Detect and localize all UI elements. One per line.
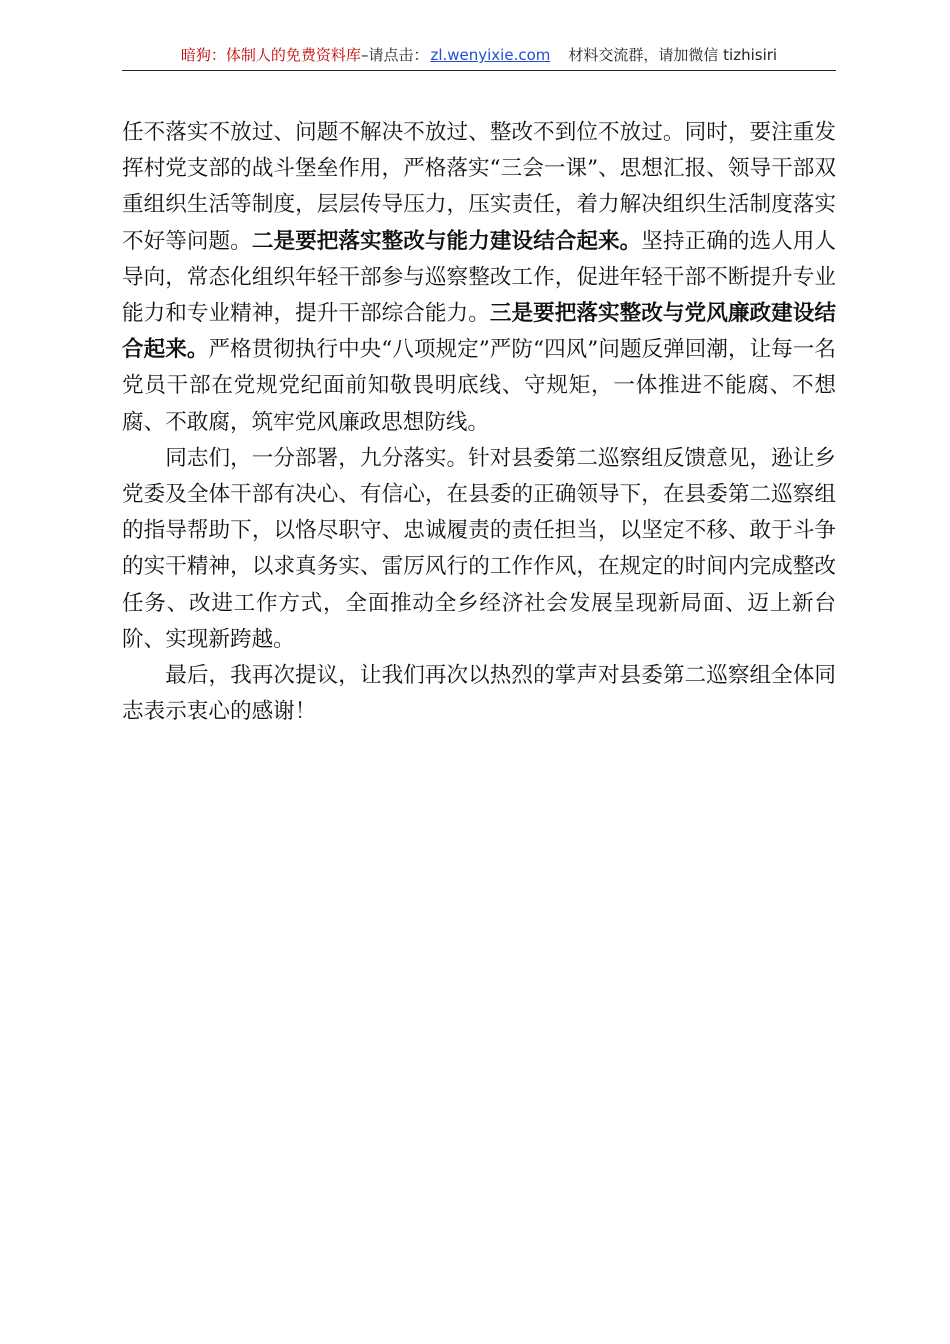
header-note: 材料交流群，请加微信 tizhisiri — [568, 46, 778, 64]
header-link[interactable]: zl.wenyixie.com — [430, 46, 551, 64]
paragraph-3: 最后，我再次提议，让我们再次以热烈的掌声对县委第二巡察组全体同志表示衷心的感谢！ — [122, 663, 836, 725]
document-body — [122, 115, 836, 730]
page-header — [122, 44, 836, 71]
paragraph-1-text-3: 严格贯彻执行中央“八项规定”严防“四风”问题反弹回潮，让每一名党员干部在党规党纪面前知敬畏明底线、守规矩，一体推进不能腐、不想腐、不敢腐，筑牢党风廉政思想防线。 — [122, 337, 836, 435]
header-brand: 暗狗：体制人的免费资料库 — [180, 46, 361, 64]
paragraph-1-bold-2: 三是要把落实整改与党风廉政建设结合起来。 — [122, 301, 836, 363]
paragraph-2: 同志们，一分部署，九分落实。针对县委第二巡察组反馈意见，逊让乡党委及全体干部有决心、有信心，在县委的正确领导下，在县委第二巡察组的指导帮助下，以恪尽职守、忠诚履责的责任担当，以坚定不移、敢于斗争的实干精神，以求真务实、雷厉风行的工作作风，在规定的时间内完成整改任务、改进工作方式，全面推动全乡经济社会发展呈现新局面、迈上新台阶、实现新跨越。 — [122, 445, 836, 652]
header-prompt: –请点击： — [360, 46, 429, 64]
paragraph-1 — [122, 115, 836, 441]
paragraph-1-bold-1: 二是要把落实整改与能力建设结合起来。 — [251, 228, 642, 254]
paragraph-1-text-2: 坚持正确的选人用人导向，常态化组织年轻干部参与巡察整改工作，促进年轻干部不断提升专业能力和专业精神，提升干部综合能力。 — [122, 228, 836, 327]
paragraph-1-text-1: 任不落实不放过、问题不解决不放过、整改不到位不放过。同时，要注重发挥村党支部的战斗堡垒作用，严格落实“三会一课”、思想汇报、领导干部双重组织生活等制度，层层传导压力，压实责任，着力解决组织生活制度落实不好等问题。 — [122, 120, 836, 254]
